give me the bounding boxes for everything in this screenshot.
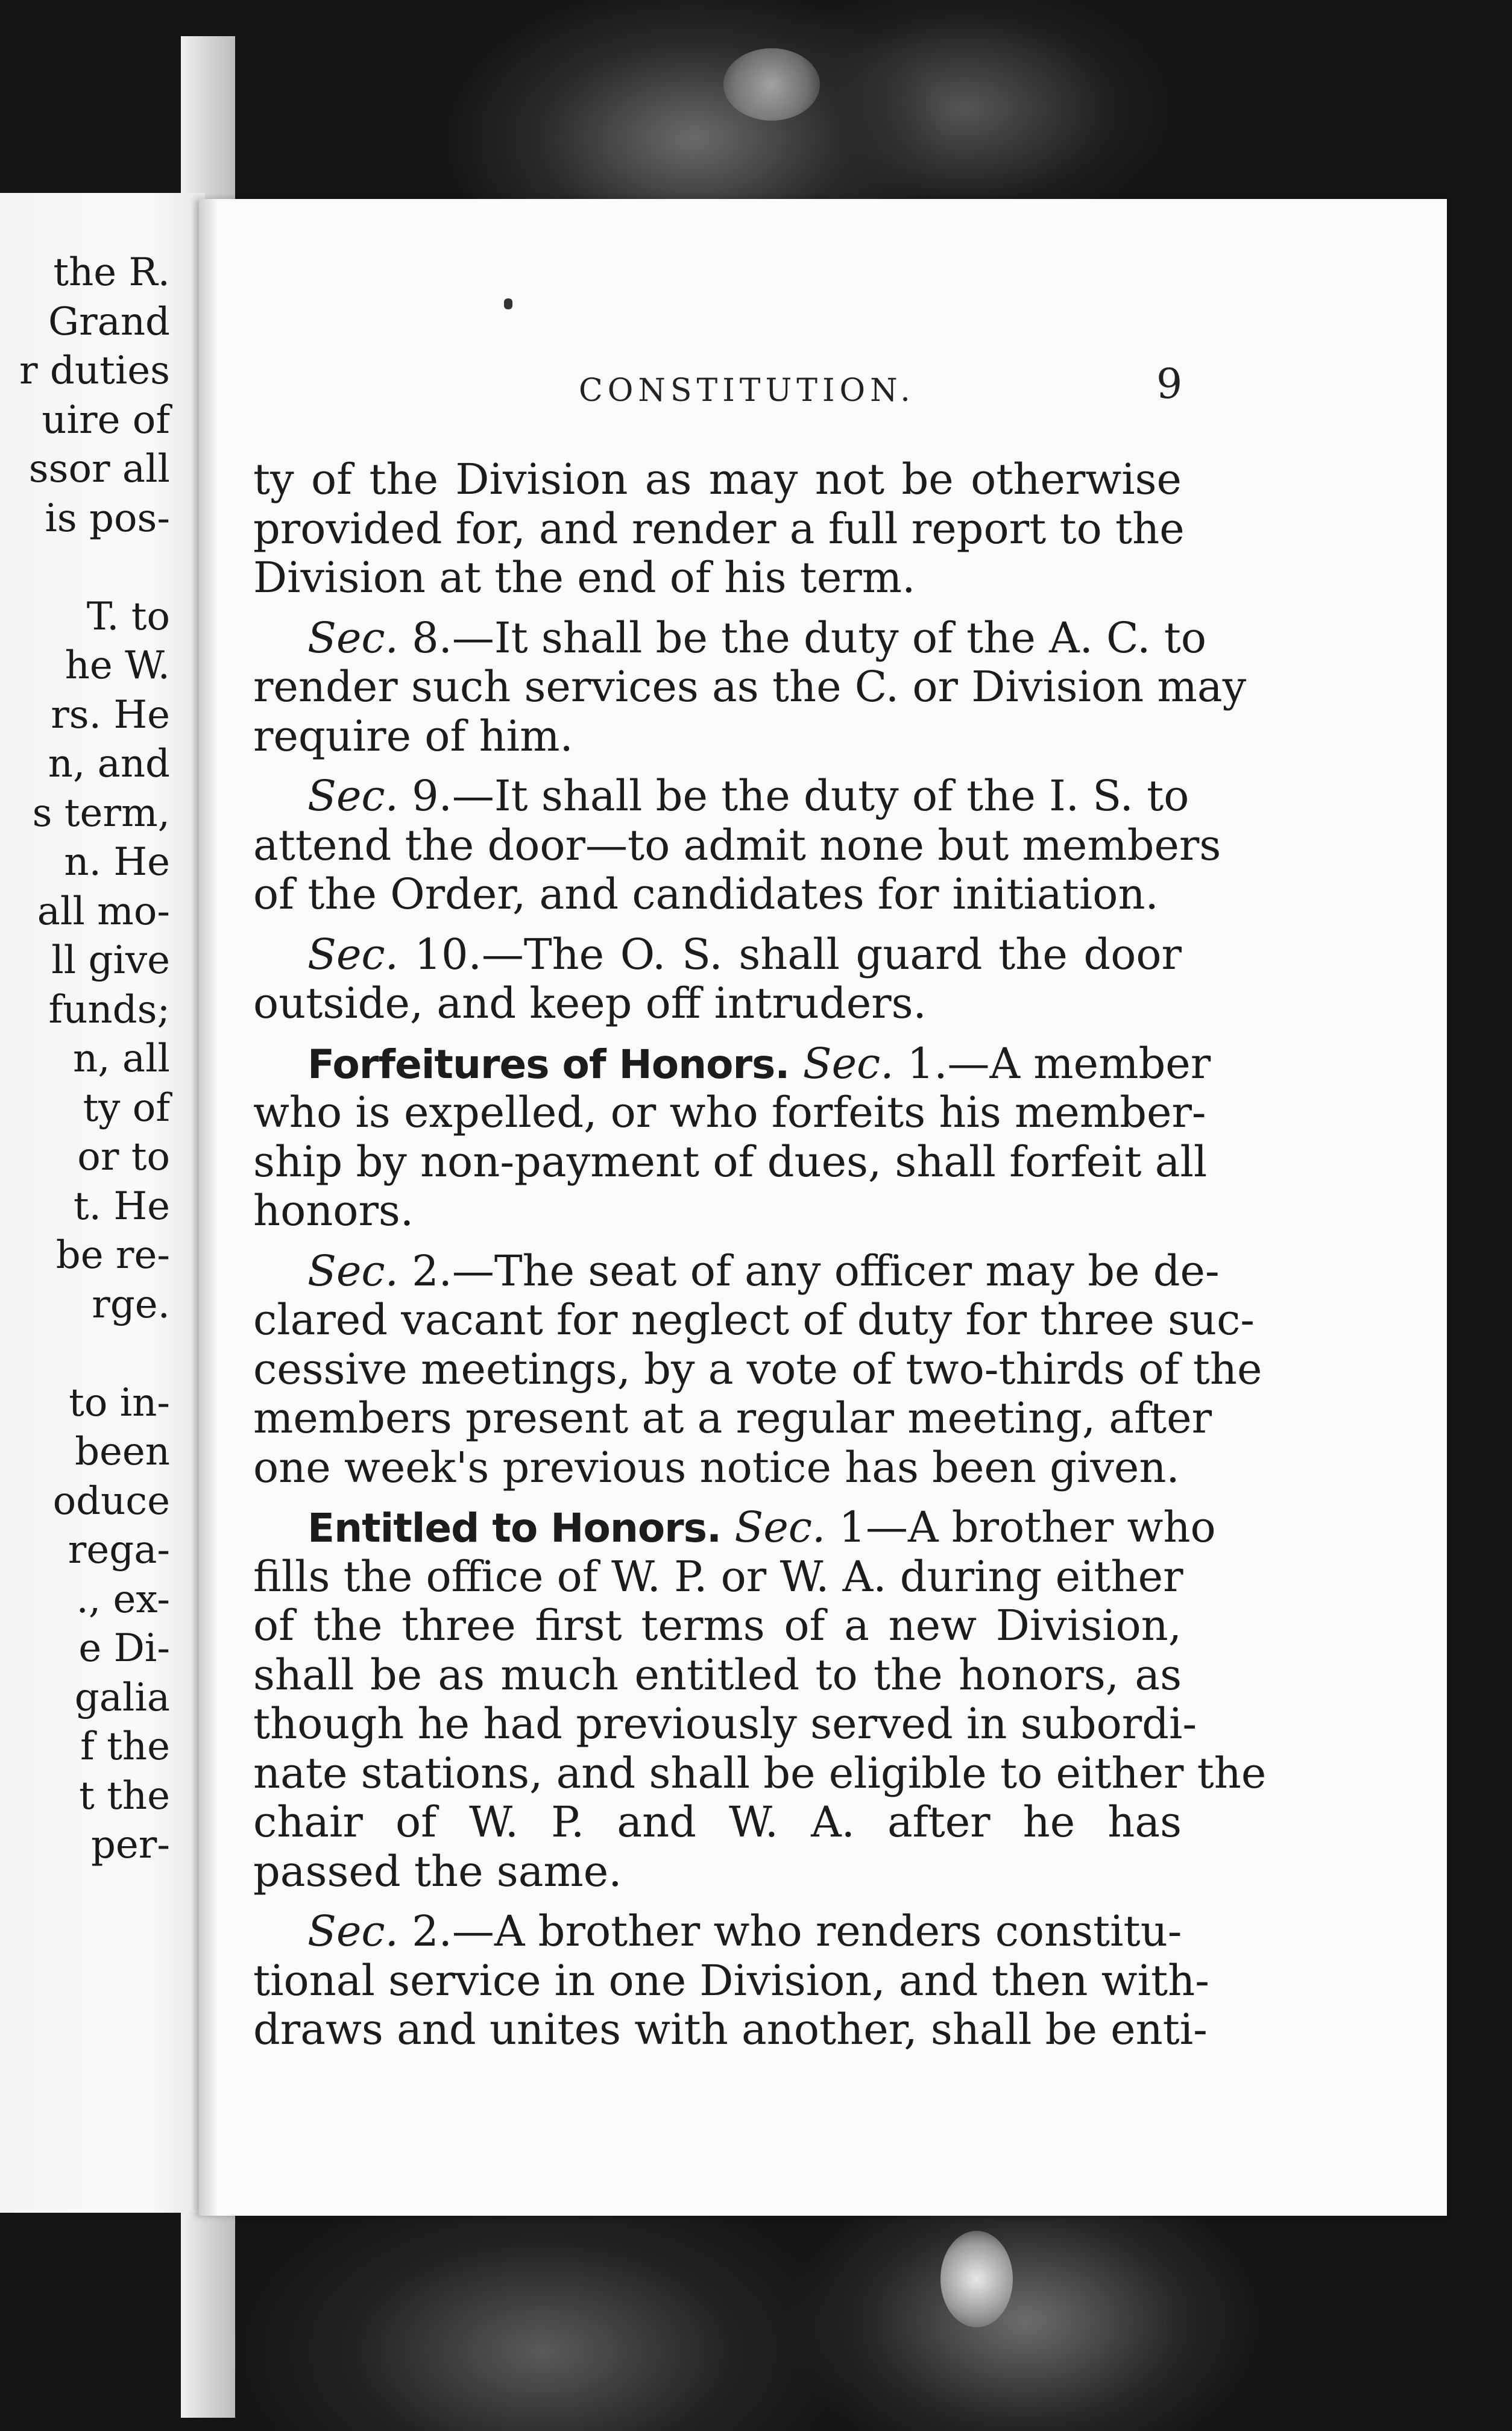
text-span: ty of the Division as may not be otherwise xyxy=(253,455,1182,504)
text-span: 1.—A member xyxy=(893,1038,1211,1088)
text-line xyxy=(253,1699,1197,1748)
left-page-line: ll give xyxy=(51,938,170,983)
left-page-line: rge. xyxy=(92,1282,170,1327)
text-line xyxy=(307,1906,1182,1956)
background-stain xyxy=(940,2231,1013,2327)
text-span: 10.—The O. S. shall guard the door xyxy=(398,929,1182,979)
page-gutter-shadow xyxy=(199,199,217,2216)
text-span: of the three first terms of a new Division, xyxy=(253,1601,1182,1650)
text-line xyxy=(253,1344,1262,1394)
left-page-line: to in- xyxy=(69,1380,170,1425)
text-span: require of him. xyxy=(253,711,573,761)
section-heading: Forfeitures of Honors. xyxy=(307,1041,790,1088)
left-page-line: Grand xyxy=(48,299,170,344)
text-line xyxy=(253,820,1221,870)
text-line xyxy=(253,1748,1267,1798)
text-line xyxy=(253,1442,1182,1492)
text-span: members present at a regular meeting, after xyxy=(253,1393,1212,1443)
text-span: 1—A brother who xyxy=(825,1502,1216,1552)
text-line xyxy=(253,869,1182,919)
text-span: honors. xyxy=(253,1186,414,1235)
text-line xyxy=(253,1551,1183,1601)
left-page-line: T. to xyxy=(86,594,170,639)
left-page-line: uire of xyxy=(42,397,170,443)
left-page-line: s term, xyxy=(32,790,170,836)
left-page-line: is pos- xyxy=(45,496,170,541)
text-span: ship by non-payment of dues, shall forfeit all xyxy=(253,1137,1208,1187)
section-label: Sec. xyxy=(802,1038,894,1088)
text-span: chair of W. P. and W. A. after he has xyxy=(253,1797,1182,1847)
left-page-line: be re- xyxy=(55,1233,170,1278)
text-span: outside, and keep off intruders. xyxy=(253,979,927,1028)
text-line xyxy=(307,1038,1211,1088)
left-page-line: ., ex- xyxy=(76,1577,170,1622)
text-line xyxy=(253,1393,1212,1443)
left-page-line: ssor all xyxy=(28,447,170,491)
text-line xyxy=(253,979,1182,1028)
text-line xyxy=(307,1502,1216,1552)
left-page-line: t the xyxy=(79,1773,170,1818)
text-line xyxy=(253,455,1182,504)
text-line xyxy=(253,503,1185,553)
text-span: tional service in one Division, and then with- xyxy=(253,1955,1209,2005)
section-label: Sec. xyxy=(307,771,398,821)
left-page-line: the R. xyxy=(53,250,170,295)
left-page-line: t. He xyxy=(73,1184,170,1229)
left-page-line: oduce xyxy=(52,1478,170,1524)
text-span: 8.—It shall be the duty of the A. C. to xyxy=(398,613,1206,663)
text-span: passed the same. xyxy=(253,1846,622,1896)
text-line xyxy=(307,929,1182,979)
text-span: who is expelled, or who forfeits his member- xyxy=(253,1088,1206,1137)
left-page-line: f the xyxy=(80,1724,170,1769)
left-page-line: funds; xyxy=(48,987,170,1032)
left-page-line: rega- xyxy=(68,1528,170,1572)
left-page-line: rs. He xyxy=(51,692,170,737)
text-span: fills the office of W. P. or W. A. during either xyxy=(253,1551,1183,1601)
left-page-line: all mo- xyxy=(37,889,170,934)
text-span: though he had previously served in subordi- xyxy=(253,1699,1197,1748)
section-label: Sec. xyxy=(307,1246,398,1296)
text-span: 2.—The seat of any officer may be de- xyxy=(398,1246,1220,1296)
text-span: attend the door—to admit none but members xyxy=(253,820,1221,870)
left-page-line: n, and xyxy=(48,742,170,786)
text-span: Division at the end of his term. xyxy=(253,553,916,602)
text-span: 9.—It shall be the duty of the I. S. to xyxy=(398,771,1189,821)
text-line xyxy=(253,1186,1182,1235)
left-page-line: n, all xyxy=(73,1036,170,1081)
text-span: cessive meetings, by a vote of two-thirds of the xyxy=(253,1344,1262,1394)
left-page-line: or to xyxy=(77,1135,170,1179)
text-span: render such services as the C. or Division may xyxy=(253,662,1247,711)
left-page-line: e Di- xyxy=(78,1626,170,1671)
left-page-fragment xyxy=(0,193,205,2213)
text-span: of the Order, and candidates for initiation. xyxy=(253,869,1159,919)
text-line xyxy=(253,1797,1182,1847)
text-line xyxy=(253,1650,1182,1700)
text-line xyxy=(253,1601,1182,1650)
text-line xyxy=(253,553,1182,602)
text-line xyxy=(253,2005,1208,2054)
text-span: draws and unites with another, shall be enti- xyxy=(253,2005,1208,2054)
printer-mark xyxy=(504,298,512,309)
background-stain xyxy=(723,48,820,121)
text-line xyxy=(253,1088,1206,1137)
text-span: 2.—A brother who renders constitu- xyxy=(398,1906,1182,1956)
left-page-line: he W. xyxy=(65,643,170,688)
text-line xyxy=(253,711,1182,761)
left-page-line: been xyxy=(75,1430,170,1474)
left-page-line: n. He xyxy=(64,840,170,884)
text-line xyxy=(307,613,1206,663)
text-span: nate stations, and shall be eligible to either the xyxy=(253,1748,1267,1798)
text-line xyxy=(253,1295,1255,1345)
left-page-line: galia xyxy=(74,1675,170,1720)
text-span: one week's previous notice has been given. xyxy=(253,1442,1180,1492)
text-span: clared vacant for neglect of duty for three suc- xyxy=(253,1295,1255,1345)
left-page-line: r duties xyxy=(19,348,170,393)
section-label: Sec. xyxy=(734,1502,826,1552)
running-head: CONSTITUTION. xyxy=(579,373,915,409)
text-span: shall be as much entitled to the honors, as xyxy=(253,1650,1182,1700)
text-span xyxy=(721,1502,734,1552)
section-heading: Entitled to Honors. xyxy=(307,1505,722,1551)
section-label: Sec. xyxy=(307,613,398,663)
text-line xyxy=(253,662,1247,711)
left-page-line: ty of xyxy=(83,1085,170,1130)
text-line xyxy=(307,771,1189,821)
text-line xyxy=(307,1246,1220,1296)
text-line xyxy=(253,1846,1182,1896)
section-label: Sec. xyxy=(307,1906,398,1956)
text-line xyxy=(253,1137,1208,1187)
section-label: Sec. xyxy=(307,929,398,979)
text-span xyxy=(789,1039,802,1088)
text-line xyxy=(253,1955,1209,2005)
left-page-line: per- xyxy=(90,1823,170,1867)
text-span: provided for, and render a full report to the xyxy=(253,503,1185,553)
page-number: 9 xyxy=(1156,361,1183,408)
